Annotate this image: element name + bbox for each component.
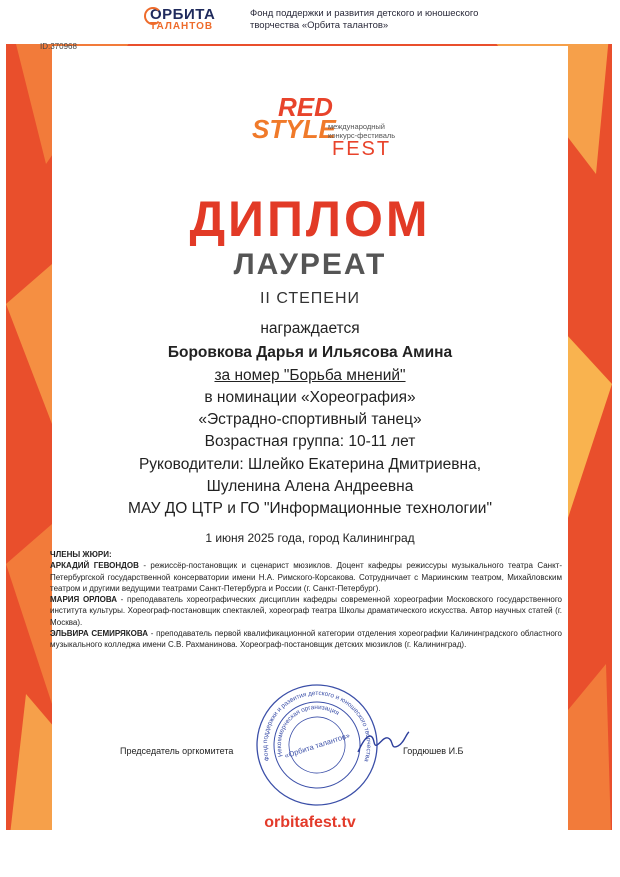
seal-center-text: «Орбита талантов» — [283, 730, 351, 761]
category: «Эстрадно-спортивный танец» — [198, 411, 422, 428]
fest-logo-style: STYLE — [252, 114, 336, 144]
jury-member-bio: - режиссёр-постановщик и сценарист мюзиклов. Доцент кафедры режиссуры музыкального театра Санкт-Петербургской государственной консерватории имени Н.А. Римского-Корсакова. Сотрудничает с Мариинским театром, Михайловским театром и другими ведущими театрами Санкт-Петербурга и России (г. Санкт-Петербург). — [50, 561, 563, 593]
website-link[interactable]: orbitafest.tv — [264, 814, 356, 831]
institution: МАУ ДО ЦТР и ГО "Информационные технологии" — [128, 500, 492, 517]
jury-block — [50, 549, 562, 651]
red-style-fest-logo — [224, 92, 414, 172]
orbit-ring-icon — [144, 7, 162, 25]
fest-logo-red: RED — [278, 92, 333, 122]
laureate-status: ЛАУРЕАТ — [233, 248, 387, 281]
diploma-title: ДИПЛОМ — [189, 191, 431, 247]
document-id: ID:370968 — [40, 42, 77, 51]
date-place: 1 июня 2025 года, город Калининград — [205, 531, 415, 545]
logo-bottom-text: ТАЛАНТОВ — [150, 21, 214, 32]
chair-label: Председатель оргкомитета — [120, 746, 234, 756]
jury-member-name: АРКАДИЙ ГЕВОНДОВ — [50, 561, 139, 571]
leaders-line-2: Шуленина Алена Андреевна — [206, 478, 414, 495]
logo-top-text: ОРБИТА — [150, 6, 216, 23]
footer-strip — [6, 830, 612, 870]
jury-member — [50, 560, 562, 594]
organization-name: Фонд поддержки и развития детского и юношеского творчества «Орбита талантов» — [250, 8, 479, 31]
awarded-label: награждается — [260, 320, 360, 337]
recipients: Боровкова Дарья и Ильясова Амина — [167, 344, 453, 361]
act-title: за номер "Борьба мнений" — [214, 367, 406, 384]
degree: II СТЕПЕНИ — [259, 290, 361, 307]
jury-member-bio: - преподаватель первой квалификационной категории отделения хореографии Калининградского областного музыкального колледжа имени С.В. Рахманинова. Хореограф-постановщик детских мюзиклов (г. Калининград). — [50, 629, 562, 650]
leaders-line-1: Руководители: Шлейко Екатерина Дмитриевна, — [138, 456, 482, 473]
fest-subtitle-line-1: международный — [328, 122, 385, 131]
fest-logo-fest: FEST — [332, 138, 392, 160]
chair-name: Гордюшев И.Б — [403, 746, 464, 756]
seal-inner-text: Некоммерческая организация — [275, 703, 341, 758]
seal-ring-text: Фонд поддержки и развития детского и юношеского творчества — [261, 689, 373, 763]
jury-member-name: МАРИЯ ОРЛОВА — [50, 595, 117, 605]
age-group: Возрастная группа: 10-11 лет — [204, 433, 416, 450]
nomination: в номинации «Хореография» — [204, 389, 416, 406]
jury-title: ЧЛЕНЫ ЖЮРИ: — [50, 550, 112, 559]
jury-member — [50, 594, 562, 628]
jury-member-bio: - преподаватель хореографических дисциплин кафедры современной хореографии Московского государственного института культуры. Хореограф-постановщик спектаклей, хореограф театра Школы драматического искусства. Автор научных статей (г. Москва). — [50, 595, 563, 627]
jury-member-name: ЭЛЬВИРА СЕМИРЯКОВА — [50, 629, 149, 639]
jury-member — [50, 628, 562, 651]
fest-subtitle-line-2: конкурс-фестиваль — [328, 131, 396, 140]
orbita-logo — [150, 6, 240, 34]
